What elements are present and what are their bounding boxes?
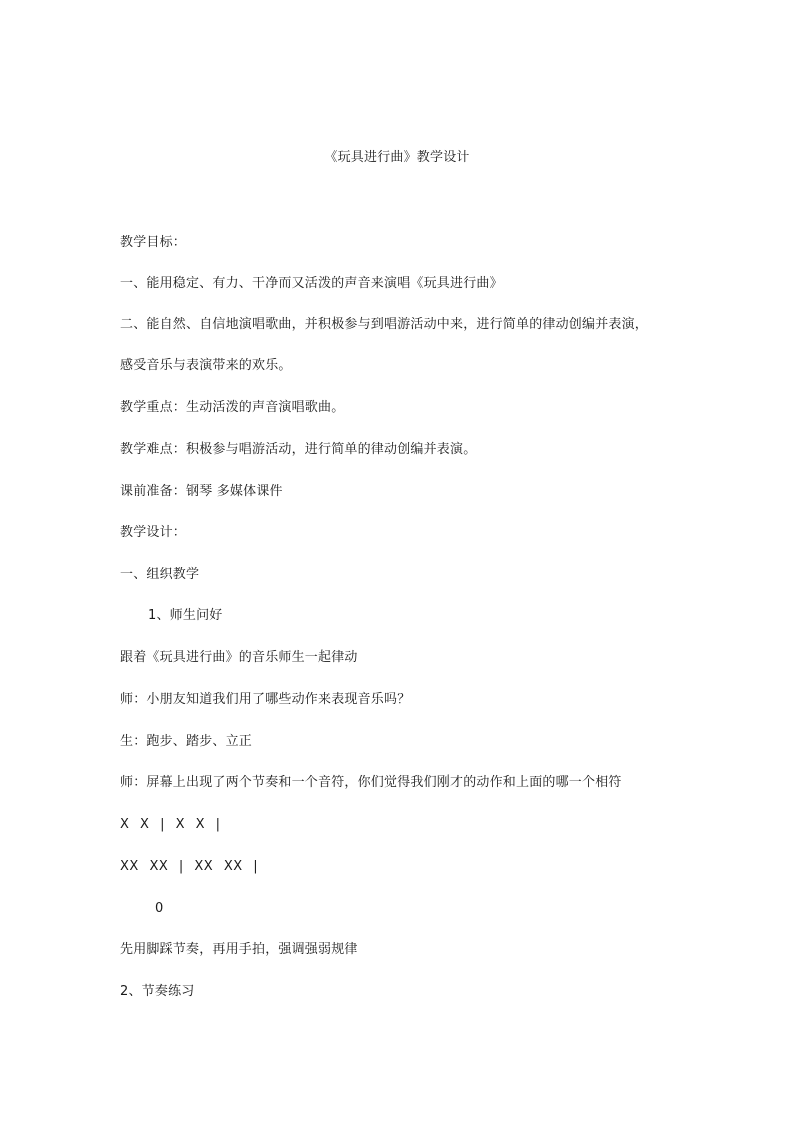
document-title: 《玩具进行曲》教学设计 [324, 150, 470, 165]
teaching-design-heading: 教学设计： [120, 525, 187, 540]
teacher-question: 师：小朋友知道我们用了哪些动作来表现音乐吗？ [120, 692, 411, 707]
rhythm-pattern-two: XX XX | XX XX | [120, 859, 259, 874]
goal-two-continued: 感受音乐与表演带来的欢乐。 [120, 358, 292, 373]
teacher-prompt: 师：屏幕上出现了两个节奏和一个音符，你们觉得我们刚才的动作和上面的哪一个相符 [120, 775, 622, 790]
teaching-focus: 教学重点：生动活泼的声音演唱歌曲。 [120, 400, 345, 415]
goal-one: 一、能用稳定、有力、干净而又活泼的声音来演唱《玩具进行曲》 [120, 276, 503, 291]
teaching-difficulty: 教学难点：积极参与唱游活动，进行简单的律动创编并表演。 [120, 442, 477, 457]
teaching-goals-heading: 教学目标： [120, 235, 187, 250]
paragraph-rhythm-movement: 跟着《玩具进行曲》的音乐师生一起律动 [120, 650, 358, 665]
rest-note: 0 [155, 901, 164, 916]
rhythm-instruction: 先用脚踩节奏，再用手拍，强调强弱规律 [120, 942, 358, 957]
class-preparation: 课前准备：钢琴 多媒体课件 [120, 484, 283, 499]
rhythm-pattern-one: X X | X X | [120, 817, 221, 832]
goal-two: 二、能自然、自信地演唱歌曲，并积极参与到唱游活动中来，进行简单的律动创编并表演， [120, 317, 649, 332]
step-greeting: 1、师生问好 [148, 608, 223, 623]
student-answer: 生：跑步、踏步、立正 [120, 734, 253, 749]
step-rhythm-practice: 2、节奏练习 [120, 984, 195, 999]
section-one-heading: 一、组织教学 [120, 567, 200, 582]
